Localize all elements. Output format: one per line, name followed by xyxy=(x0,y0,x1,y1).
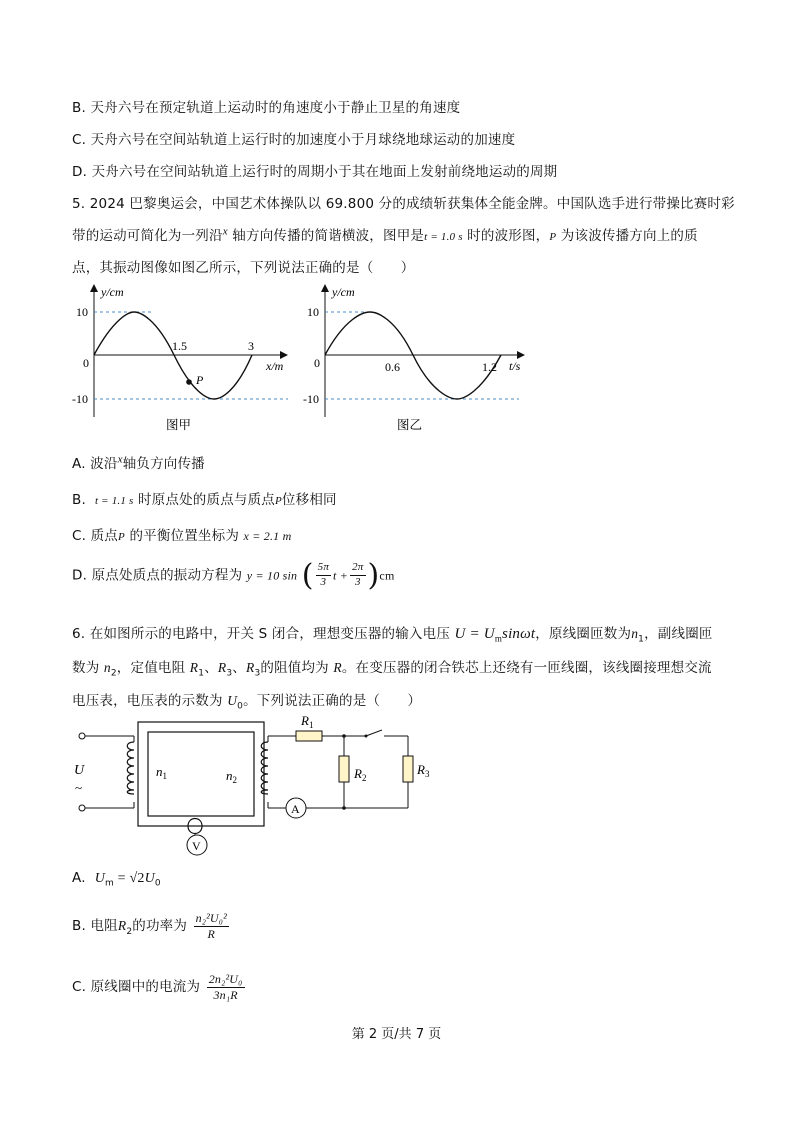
switch-s xyxy=(366,730,382,736)
wave-figure-a xyxy=(74,282,294,437)
q6-stem-line-3: 电压表，电压表的示数为 $U_0$。下列说法正确的是（ ） xyxy=(72,693,422,712)
q6-stem-line-1: 6. 在如图所示的电路中，开关 S 闭合，理想变压器的输入电压 $U = U_m\sin\omega t$，原线圈匝数为$n_1$，副线圈匝 xyxy=(72,626,713,645)
tick-0-6: 0.6 xyxy=(385,360,400,374)
svg-text:A: A xyxy=(291,802,300,816)
fraction-2pi-3: $\frac{2\pi}{3}$ xyxy=(352,561,364,588)
primary-turns-label: $n_1$ xyxy=(156,764,167,781)
tick-3: 3 xyxy=(248,339,254,353)
var-p: P xyxy=(549,231,557,243)
q6-option-a: A. $U_m = √2U_0$ xyxy=(72,870,161,889)
power-fraction: $\frac{\text{n₂²U₀²}}{R}$ xyxy=(195,911,227,941)
ac-symbol: ~ xyxy=(75,780,83,795)
page-footer: 第 2 页/共 7 页 xyxy=(351,1027,442,1042)
input-terminal-top xyxy=(79,733,85,739)
t-axis-label: t/s xyxy=(509,359,521,373)
tick-origin: 0 xyxy=(83,356,89,370)
q5-stem-line-3: 点，其振动图像如图乙所示，下列说法正确的是（ ） xyxy=(72,260,415,276)
q6-option-b: B. 电阻$R_2$的功率为 $\frac{\text{n₂²U₀²}}{R}$ xyxy=(72,911,227,941)
point-p-label: P xyxy=(196,373,204,387)
time-value: t = 1.0 s xyxy=(424,231,463,243)
secondary-coil xyxy=(261,742,268,794)
tick-1-5: 1.5 xyxy=(172,339,187,353)
equation-lhs: y = 10 sin xyxy=(246,568,298,583)
current-fraction: $\frac{\text{2n₂²U₀}}{\text{3n₁R}}$ xyxy=(208,972,243,1002)
tick-10: 10 xyxy=(307,305,319,319)
tick-neg10: -10 xyxy=(303,392,319,406)
secondary-turns-label: $n_2$ xyxy=(226,768,237,785)
tick-neg10: -10 xyxy=(72,392,88,406)
r2-label: $R_2$ xyxy=(354,766,367,783)
q5-option-b: B. t = 1.1 s 时原点处的质点与质点P位移相同 xyxy=(72,492,337,508)
tick-1-2: 1.2 xyxy=(482,360,497,374)
input-terminal-bottom xyxy=(79,805,85,811)
wave-figure-b xyxy=(305,282,530,437)
tick-origin: 0 xyxy=(314,356,320,370)
x-axis-label: x/m xyxy=(266,359,284,373)
fraction-5pi-3: $\frac{5\pi}{3}$ xyxy=(317,561,330,588)
tick-10: 10 xyxy=(76,305,88,319)
q5-stem-line-2: 带的运动可简化为一列沿$^x$ 轴方向传播的简谐横波，图甲是t = 1.0 s 时的波形图，P 为该波传播方向上的质 xyxy=(72,225,698,244)
resistor-r3 xyxy=(403,756,413,782)
point-p xyxy=(186,379,192,385)
r3-label: $R_3$ xyxy=(417,762,430,779)
q4-option-d: D. 天舟六号在空间站轨道上运行时的周期小于其在地面上发射前绕地运动的周期 xyxy=(72,164,558,180)
figure-caption: 图甲 xyxy=(166,417,192,432)
junction-bottom xyxy=(342,806,346,810)
resistor-r2 xyxy=(339,756,349,782)
q6-option-c: C. 原线圈中的电流为 $\frac{\text{2n₂²U₀}}{\text{3n₁R}}$ xyxy=(72,972,243,1002)
q5-option-d: D. 原点处质点的振动方程为 y = 10 sin ( $\frac{5\pi}{3}$ t + $\frac{2\pi}{3}$ )cm xyxy=(72,558,395,593)
var-x: x xyxy=(222,225,228,238)
q5-option-a: A. 波沿$^x$轴负方向传播 xyxy=(72,453,205,472)
q5-option-c: C. 质点P 的平衡位置坐标为 x = 2.1 m xyxy=(72,528,292,544)
q5-stem-line-1: 5. 2024 巴黎奥运会，中国艺术体操队以 69.800 分的成绩斩获集体全能金牌。中国队选手进行带操比赛时彩 xyxy=(72,196,735,212)
y-axis-label: y/cm xyxy=(332,285,355,299)
q6-stem-line-2: 数为 $n_2$，定值电阻 $R_1$、$R_3$、$R_3$的阻值均为 R。在变压器的闭合铁芯上还绕有一匝线圈，该线圈接理想交流 xyxy=(72,660,712,679)
r1-label: $R_1$ xyxy=(301,713,314,730)
q4-option-c: C. 天舟六号在空间站轨道上运行时的加速度小于月球绕地球运动的加速度 xyxy=(72,132,516,148)
transformer-circuit xyxy=(70,712,430,862)
svg-text:V: V xyxy=(192,839,201,853)
y-axis-label: y/cm xyxy=(101,285,124,299)
figure-caption: 图乙 xyxy=(397,417,423,432)
primary-coil xyxy=(127,742,134,794)
q4-option-b: B. 天舟六号在预定轨道上运动时的角速度小于静止卫星的角速度 xyxy=(72,100,461,116)
resistor-r1 xyxy=(296,731,322,741)
input-voltage-label: U xyxy=(74,763,85,778)
